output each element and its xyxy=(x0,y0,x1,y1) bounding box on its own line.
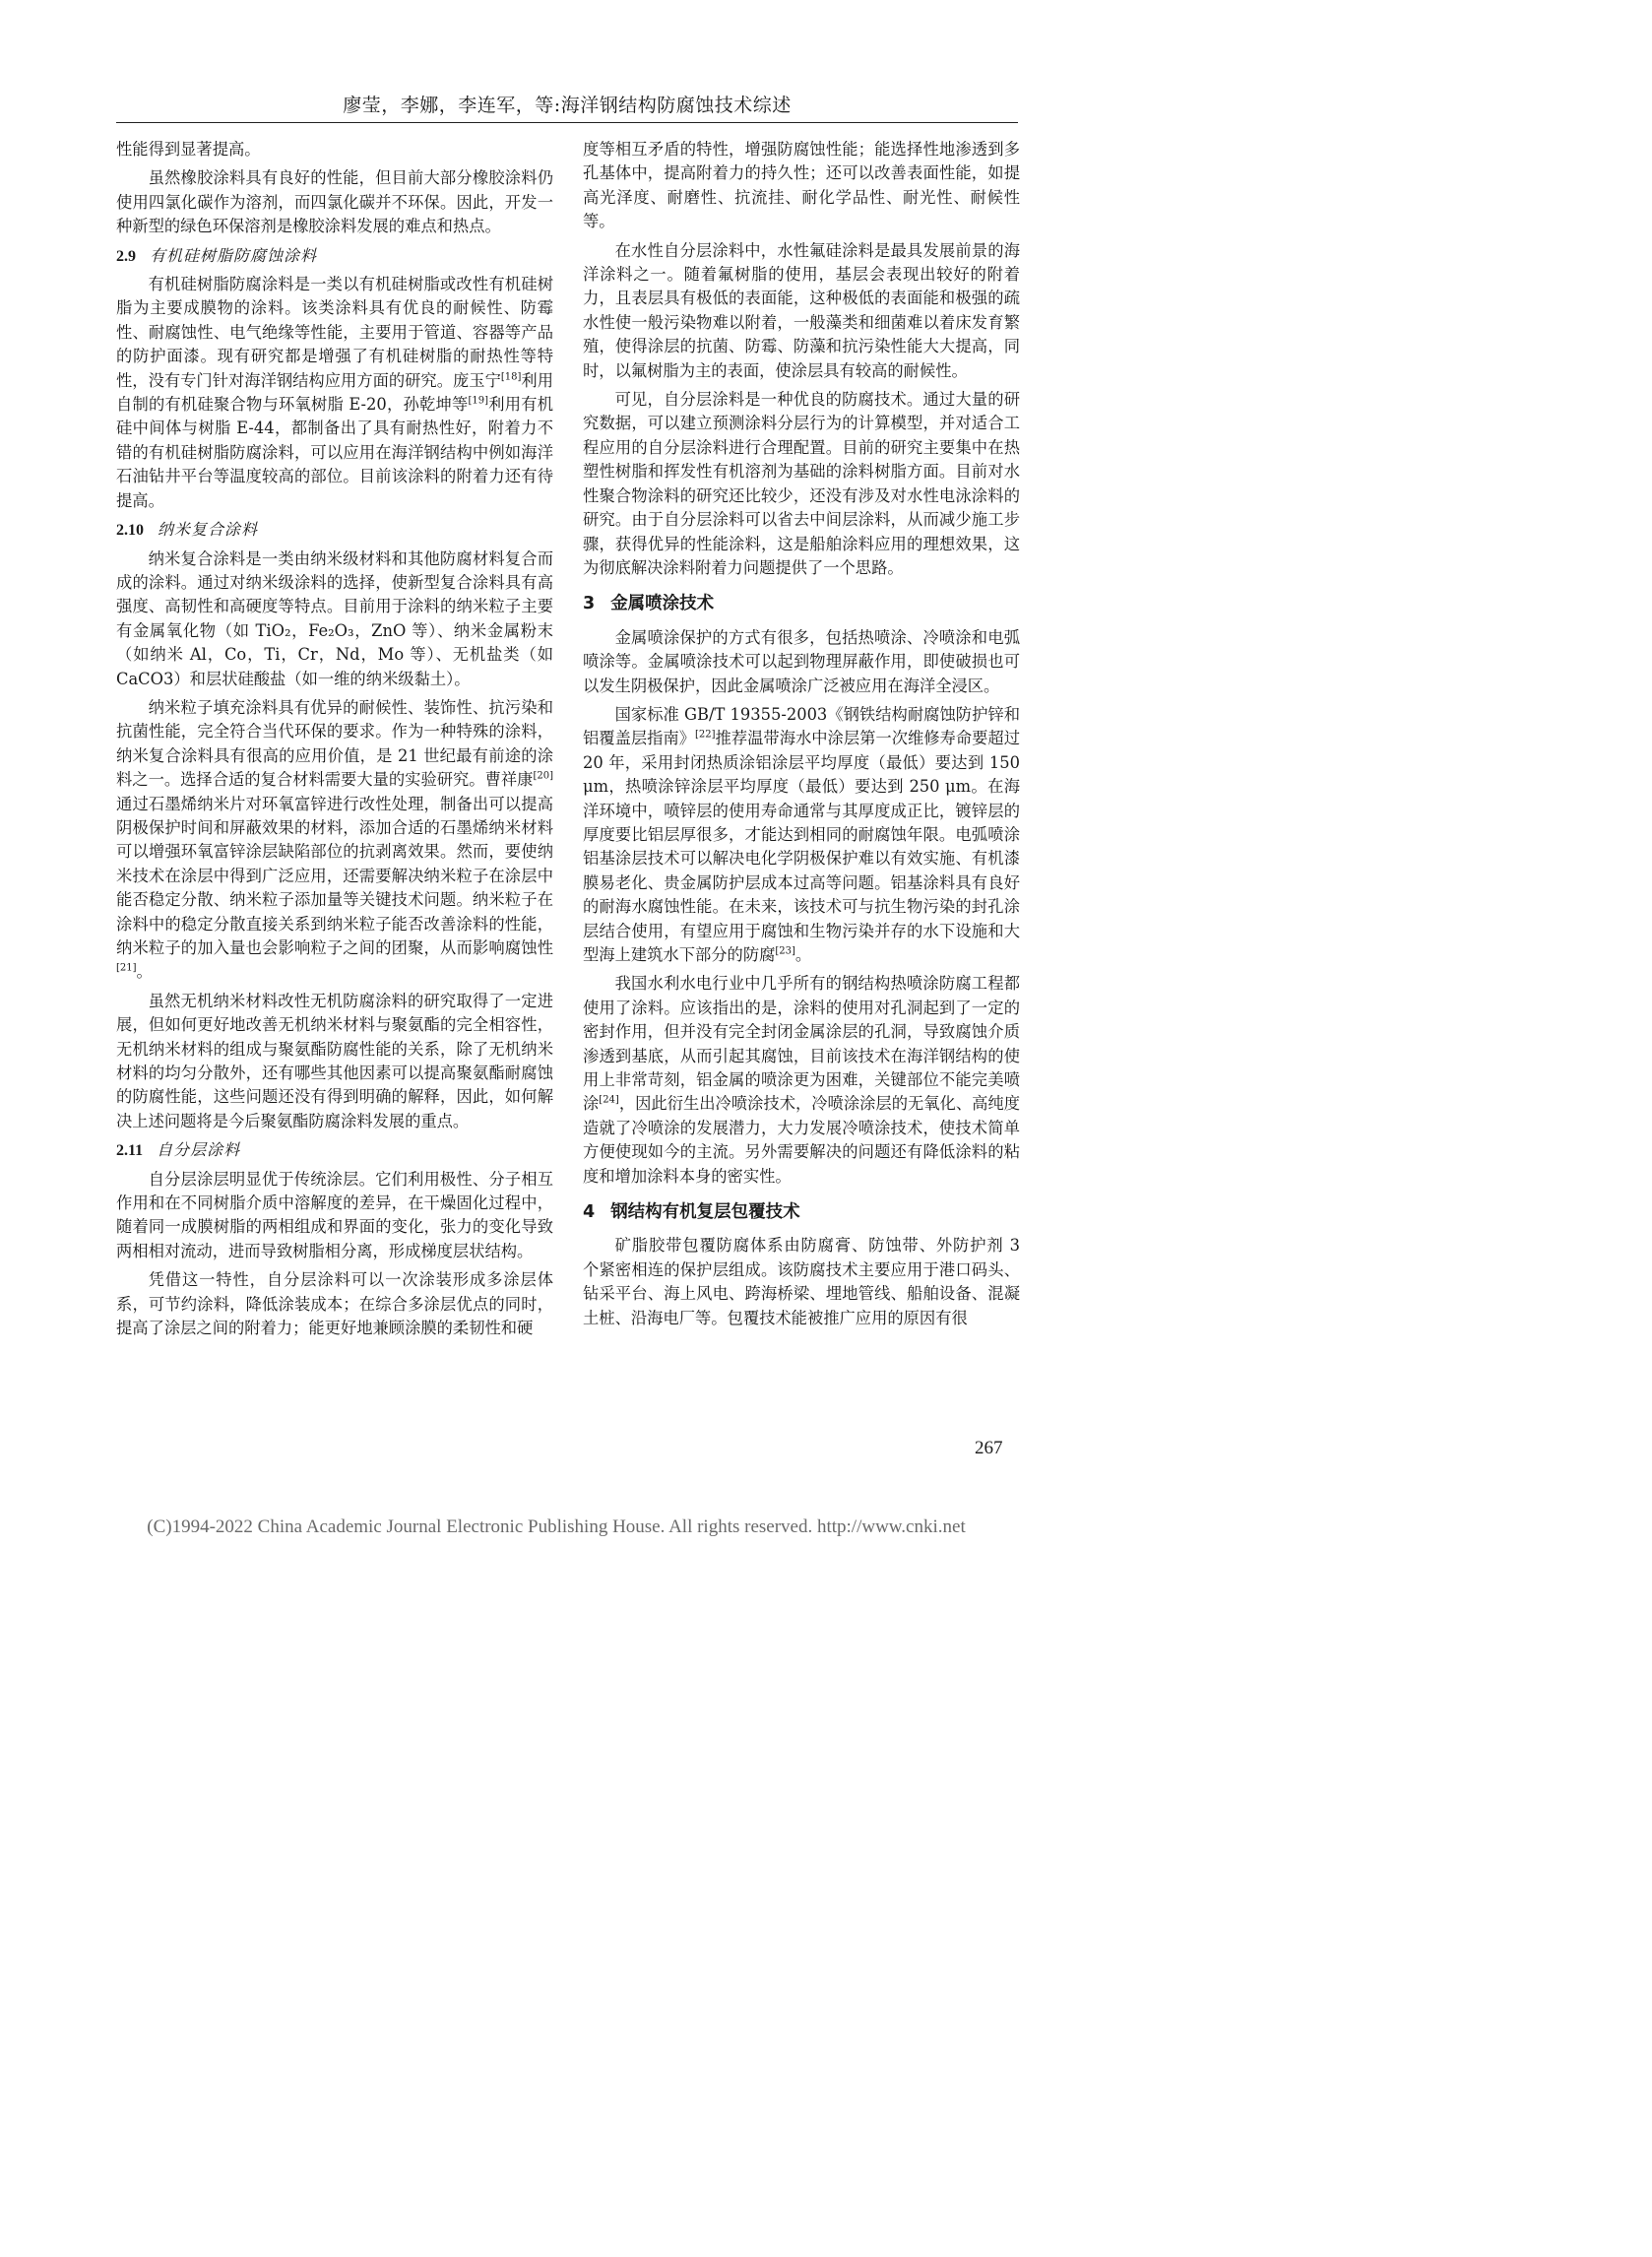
citation-21: [21] xyxy=(116,962,137,974)
section-title: 金属喷涂技术 xyxy=(610,594,715,614)
paragraph-rubber-coating: 虽然橡胶涂料具有良好的性能，但目前大部分橡胶涂料仍使用四氯化碳作为溶剂，而四氯化碳并不环保。因此，开发一种新型的绿色环保溶剂是橡胶涂料发展的难点和热点。 xyxy=(116,168,553,236)
subsection-heading-2-11 xyxy=(116,1138,553,1163)
paragraph-hydropower-spraying xyxy=(583,972,1020,1189)
section-heading-4 xyxy=(583,1200,1020,1224)
paragraph-waterborne-fluorosilicone: 在水性自分层涂料中，水性氟硅涂料是最具发展前景的海洋涂料之一。随着氟树脂的使用，基层会表现出较好的附着力，且表层具有极低的表面能，这种极低的表面能和极强的疏水性使一般污染物难以附着，一般藻类和细菌难以着床发育繁殖，使得涂层的抗菌、防霉、防藻和抗污染性能大大提高，同时，以氟树脂为主的表面，使涂层具有较高的耐候性。 xyxy=(583,240,1020,380)
page-number: 267 xyxy=(975,1438,1003,1458)
citation-20: [20] xyxy=(533,770,553,782)
subsection-heading-2-9 xyxy=(116,244,553,269)
paragraph-nano-outlook: 虽然无机纳米材料改性无机防腐涂料的研究取得了一定进展，但如何更好地改善无机纳米材料与聚氨酯的完全相容性，无机纳米材料的组成与聚氨酯防腐性能的关系，除了无机纳米材料的均匀分散外，还有哪些其他因素可以提高聚氨酯耐腐蚀的防腐性能，这些问题还没有得到明确的解释，因此，如何解决上述问题将是今后聚氨酯防腐涂料发展的重点。 xyxy=(116,991,553,1130)
text-run: 有机硅树脂防腐涂料是一类以有机硅树脂或改性有机硅树脂为主要成膜物的涂料。该类涂料具有优良的耐候性、防霉性、耐腐蚀性、电气绝缘等性能，主要用于管道、容器等产品的防护面漆。现有研究都是增强了有机硅树脂的耐热性等特性，没有专门针对海洋钢结构应用方面的研究。庞玉宁 xyxy=(116,275,553,390)
text-run: 通过石墨烯纳米片对环氧富锌进行改性处理，制备出可以提高阴极保护时间和屏蔽效果的材料，添加合适的石墨烯纳米材料可以增强环氧富锌涂层缺陷部位的抗剥离效果。然而，要使纳米技术在涂层中得到广泛应用，还需要解决纳米粒子在涂层中能否稳定分散、纳米粒子添加量等关键技术问题。纳米粒子在涂料中的稳定分散直接关系到纳米粒子能否改善涂料的性能，纳米粒子的加入量也会影响粒子之间的团聚，从而影响腐蚀性 xyxy=(116,794,553,957)
paragraph-self-stratifying-conclusion: 可见，自分层涂料是一种优良的防腐技术。通过大量的研究数据，可以建立预测涂料分层行为的计算模型，并对适合工程应用的自分层涂料进行合理配置。目前的研究主要集中在热塑性树脂和挥发性有机溶剂为基础的涂料树脂方面。目前对水性聚合物涂料的研究还比较少，还没有涉及对水性电泳涂料的研究。由于自分层涂料可以省去中间层涂料，从而减少施工步骤，获得优异的性能涂料，这是船舶涂料应用的理想效果，这为彻底解决涂料附着力问题提供了一个思路。 xyxy=(583,390,1020,577)
section-title: 钢结构有机复层包覆技术 xyxy=(610,1202,800,1223)
citation-24: [24] xyxy=(599,1095,619,1107)
paragraph-metal-spraying-intro: 金属喷涂保护的方式有很多，包括热喷涂、冷喷涂和电弧喷涂等。金属喷涂技术可以起到物理屏蔽作用，即使破损也可以发生阴极保护，因此金属喷涂广泛被应用在海洋全浸区。 xyxy=(583,627,1020,695)
subsection-title: 自分层涂料 xyxy=(157,1140,241,1160)
subsection-title: 有机硅树脂防腐蚀涂料 xyxy=(150,245,318,265)
paragraph-self-stratifying-benefits: 凭借这一特性，自分层涂料可以一次涂装形成多涂层体系，可节约涂料，降低涂装成本；在综合多涂层优点的同时，提高了涂层之间的附着力；能更好地兼顾涂膜的柔韧性和硬 xyxy=(116,1270,553,1338)
paragraph-self-stratifying-intro: 自分层涂层明显优于传统涂层。它们利用极性、分子相互作用和在不同树脂介质中溶解度的差异，在干燥固化过程中，随着同一成膜树脂的两相组成和界面的变化，张力的变化导致两相相对流动，进而导致树脂相分离，形成梯度层状结构。 xyxy=(116,1169,553,1260)
section-heading-3 xyxy=(583,592,1020,615)
right-column xyxy=(583,138,1020,1335)
text-run: 。 xyxy=(136,962,153,982)
citation-22: [22] xyxy=(695,729,716,741)
paragraph-national-standard xyxy=(583,703,1020,967)
paragraph-nano-properties xyxy=(116,696,553,985)
copyright-footer: (C)1994-2022 China Academic Journal Electronic Publishing House. All rights reserved. http://www.cnki.net xyxy=(147,1516,966,1537)
text-run: 。 xyxy=(794,945,812,964)
header-divider xyxy=(116,122,1018,123)
subsection-number: 2.10 xyxy=(116,522,144,540)
paragraph-continuation: 性能得到显著提高。 xyxy=(116,140,261,159)
running-header: 廖莹，李娜，李连军，等:海洋钢结构防腐蚀技术综述 xyxy=(343,95,792,116)
subsection-number: 2.9 xyxy=(116,247,136,265)
left-column xyxy=(116,138,553,1346)
section-number: 4 xyxy=(583,1202,596,1223)
subsection-heading-2-10 xyxy=(116,518,553,543)
text-run: 我国水利水电行业中几乎所有的钢结构热喷涂防腐工程都使用了涂料。应该指出的是，涂料的使用对孔洞起到了一定的密封作用，但并没有完全封闭金属涂层的孔洞，导致腐蚀介质渗透到基底，从而引起其腐蚀，目前该技术在海洋钢结构的使用上非常苛刻，铝金属的喷涂更为困难，关键部位不能完美喷涂 xyxy=(583,974,1020,1114)
subsection-title: 纳米复合涂料 xyxy=(158,520,259,540)
text-run: 利用有机硅中间体与树脂 E-44，都制备出了具有耐热性好，附着力不错的有机硅树脂防腐涂料，可以应用在海洋钢结构中例如海洋石油钻井平台等温度较高的部位。目前该涂料的附着力还有待提高。 xyxy=(116,395,553,510)
paragraph-silicone-resin xyxy=(116,273,553,513)
text-run: 纳米粒子填充涂料具有优异的耐候性、装饰性、抗污染和抗菌性能，完全符合当代环保的要求。作为一种特殊的涂料，纳米复合涂料具有很高的应用价值，是 21 世纪最有前途的涂料之一。选择合适的复合材料需要大量的实验研究。曹祥康 xyxy=(116,697,553,790)
paragraph-continuation: 度等相互矛盾的特性，增强防腐蚀性能；能选择性地渗透到多孔基体中，提高附着力的持久性；还可以改善表面性能，如提高光泽度、耐磨性、抗流挂、耐化学品性、耐光性、耐候性等。 xyxy=(583,140,1020,231)
citation-19: [19] xyxy=(468,395,488,407)
citation-18: [18] xyxy=(500,371,522,383)
text-run: 国家标准 GB/T 19355-2003《钢铁结构耐腐蚀防护锌和铝覆盖层指南》 xyxy=(583,704,1020,748)
paragraph-nano-intro: 纳米复合涂料是一类由纳米级材料和其他防腐材料复合而成的涂料。通过对纳米级涂料的选择，使新型复合涂料具有高强度、高韧性和高硬度等特点。目前用于涂料的纳米粒子主要有金属氧化物（如 TiO₂，Fe₂O₃，ZnO 等）、纳米金属粉末（如纳米 Al，Co，Ti，Cr，Nd，Mo 等）、无机盐类（如 CaCO3）和层状硅酸盐（如一维的纳米级黏土）。 xyxy=(116,548,553,688)
paragraph-petrolatum-tape: 矿脂胶带包覆防腐体系由防腐膏、防蚀带、外防护剂 3 个紧密相连的保护层组成。该防腐技术主要应用于港口码头、钻采平台、海上风电、跨海桥梁、埋地管线、船舶设备、混凝土桩、沿海电厂等。包覆技术能被推广应用的原因有很 xyxy=(583,1236,1020,1327)
text-run: 利用自制的有机硅聚合物与环氧树脂 E-20，孙乾坤等 xyxy=(116,370,553,415)
text-run: ，因此衍生出冷喷涂技术，冷喷涂涂层的无氧化、高纯度造就了冷喷涂的发展潜力，大力发展冷喷涂技术，使技术简单方便使现如今的主流。另外需要解决的问题还有降低涂料的粘度和增加涂料本身的密实性。 xyxy=(583,1094,1020,1186)
subsection-number: 2.11 xyxy=(116,1142,144,1160)
section-number: 3 xyxy=(583,594,596,614)
text-run: 推荐温带海水中涂层第一次维修寿命要超过 20 年，采用封闭热质涂铝涂层平均厚度（最低）要达到 150 μm，热喷涂锌涂层平均厚度（最低）要达到 250 μm。在海洋环境中，喷锌层的使用寿命通常与其厚度成正比，镀锌层的厚度要比铝层厚很多，才能达到相同的耐腐蚀年限。电弧喷涂铝基涂层技术可以解决电化学阴极保护难以有效实施、有机漆膜易老化、贵金属防护层成本过高等问题。铝基涂料具有良好的耐海水腐蚀性能。在未来，该技术可与抗生物污染的封孔涂层结合使用，有望应用于腐蚀和生物污染并存的水下设施和大型海上建筑水下部分的防腐 xyxy=(583,729,1020,964)
citation-23: [23] xyxy=(775,945,795,957)
